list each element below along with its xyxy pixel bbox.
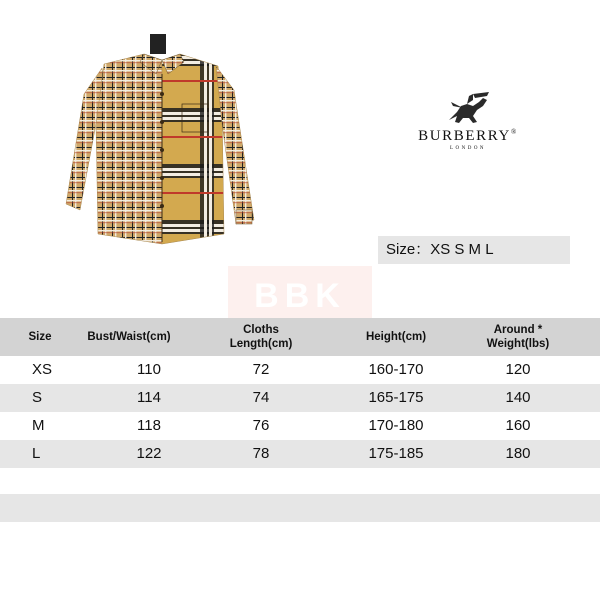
header-cloths-line2: Length(cm) [229,338,293,350]
table-header-row [0,318,600,356]
size-chart-table [0,318,600,468]
header-weight-line1: Around * [493,323,543,336]
watermark: BBK [228,266,372,326]
cell-height: 160-170 [368,360,424,378]
cell-size: S [32,388,43,406]
header-bust-waist: Bust/Waist(cm) [87,330,171,343]
cell-height: 175-185 [368,444,424,462]
cell-bust-waist: 122 [136,444,162,462]
equestrian-knight-icon [443,92,493,126]
cell-bust-waist: 114 [137,388,161,406]
cell-size: XS [32,360,53,378]
brand-name: BURBERRY [418,128,511,144]
registered-mark: ® [510,128,518,136]
table-row [0,440,600,468]
table-row [0,356,600,384]
size-label: Size： [386,241,431,258]
table-row [0,412,600,440]
brand-logo [398,92,538,154]
cell-cloths-length: 72 [252,360,270,378]
cell-bust-waist: 118 [137,416,161,434]
header-size: Size [28,330,52,343]
cell-size: M [32,416,45,434]
cell-weight: 180 [505,444,531,462]
header-height: Height(cm) [365,330,427,343]
cell-height: 170-180 [368,416,424,434]
cell-weight: 160 [505,416,531,434]
table-row [0,384,600,412]
cell-height: 165-175 [368,388,424,406]
cell-size: L [32,444,41,462]
header-cloths-length [178,323,344,352]
cell-weight: 120 [505,360,531,378]
header-cloths-line1: Cloths [243,323,279,336]
header-weight [448,323,588,352]
size-values: XS S M L [430,241,494,258]
footer-divider-bar [0,494,600,522]
cell-weight: 140 [505,388,531,406]
header-weight-line2: Weight(lbs) [486,338,550,350]
cell-cloths-length: 74 [252,388,270,406]
cell-bust-waist: 110 [137,360,161,378]
brand-subtitle: LONDON [449,146,487,151]
cell-cloths-length: 76 [252,416,270,434]
product-image-shirt [58,34,268,250]
cell-cloths-length: 78 [252,444,270,462]
available-sizes [378,236,570,264]
